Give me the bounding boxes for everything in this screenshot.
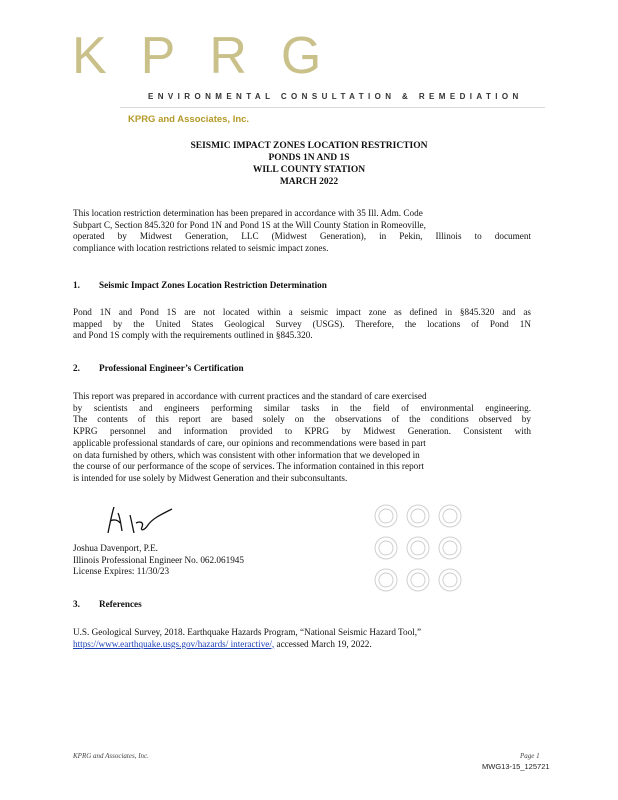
signer-block [73,543,244,578]
section-1-line: mapped by the United States Geological Survey (USGS). Therefore, the locations of Pond 1N [73,318,531,329]
section-number: 2. [73,363,80,373]
company-name: KPRG and Associates, Inc. [128,114,250,125]
footer-company: KPRG and Associates, Inc. [73,752,149,760]
reference-link[interactable]: https://www.earthquake.usgs.gov/hazards/ interactive/, [73,638,275,649]
section-2-line: This report was prepared in accordance with current practices and the standard of care exercised [73,391,427,401]
engineer-seal [372,502,464,594]
title-line: SEISMIC IMPACT ZONES LOCATION RESTRICTION [190,141,428,151]
section-2-paragraph [73,391,531,485]
section-2-line: by scientists and engineers performing similar tasks in the field of environmental engineering. [73,402,531,413]
section-2-line: applicable professional standards of care, our opinions and recommendations were based in part [73,437,426,448]
section-1-paragraph [73,307,531,342]
title-line: PONDS 1N AND 1S [268,153,350,163]
section-number: 3. [73,599,80,609]
reference-accessed: accessed March 19, 2022. [274,638,372,649]
page-number: Page 1 [520,752,540,760]
section-number: 1. [73,280,80,290]
section-2-line: The contents of this report are based solely on the observations of the conditions observed by [73,414,531,425]
signer-license: Illinois Professional Engineer No. 062.061945 [73,554,244,565]
section-2-line: on data furnished by others, which was consistent with other information that we developed in [73,449,420,460]
section-2-line: the course of our performance of the scope of services. The information contained in this report [73,461,424,472]
reference-link-line [73,639,531,651]
header-divider [120,107,545,108]
intro-line: This location restriction determination has been prepared in accordance with 35 Ill. Adm. Code [73,208,423,218]
references-paragraph [73,627,531,650]
intro-line: operated by Midwest Generation, LLC (Midwest Generation), in Pekin, Illinois to document [73,231,531,242]
engineer-signature [100,503,180,537]
section-2-heading [73,363,244,373]
section-title: Professional Engineer’s Certification [99,363,244,373]
document-id: MWG13-15_125721 [482,762,550,771]
section-1-line: and Pond 1S comply with the requirements outlined in §845.320. [73,330,313,341]
section-1-heading [73,280,327,290]
document-title [0,140,618,188]
intro-paragraph [73,208,531,255]
section-1-line: Pond 1N and Pond 1S are not located within a seismic impact zone as defined in §845.320 and as [73,307,531,317]
company-logo: KPRG [72,27,356,85]
section-3-heading [73,599,142,609]
intro-line: compliance with location restrictions related to seismic impact zones. [73,243,329,254]
signer-expiration: License Expires: 11/30/23 [73,566,170,577]
intro-line: Subpart C, Section 845.320 for Pond 1N and Pond 1S at the Will County Station in Romeoville, [73,219,426,230]
title-line: MARCH 2022 [279,177,339,187]
section-title: Seismic Impact Zones Location Restriction Determination [99,280,327,290]
logo-tagline: ENVIRONMENTAL CONSULTATION & REMEDIATION [148,92,523,101]
section-2-line: KPRG personnel and information provided to KPRG by Midwest Generation. Consistent with [73,426,531,437]
section-title: References [99,599,142,609]
section-2-line: is intended for use solely by Midwest Generation and their subconsultants. [73,472,348,483]
signer-name: Joshua Davenport, P.E. [73,543,158,553]
title-line: WILL COUNTY STATION [252,165,366,175]
reference-citation: U.S. Geological Survey, 2018. Earthquake Hazards Program, “National Seismic Hazard Tool,” [73,627,422,637]
